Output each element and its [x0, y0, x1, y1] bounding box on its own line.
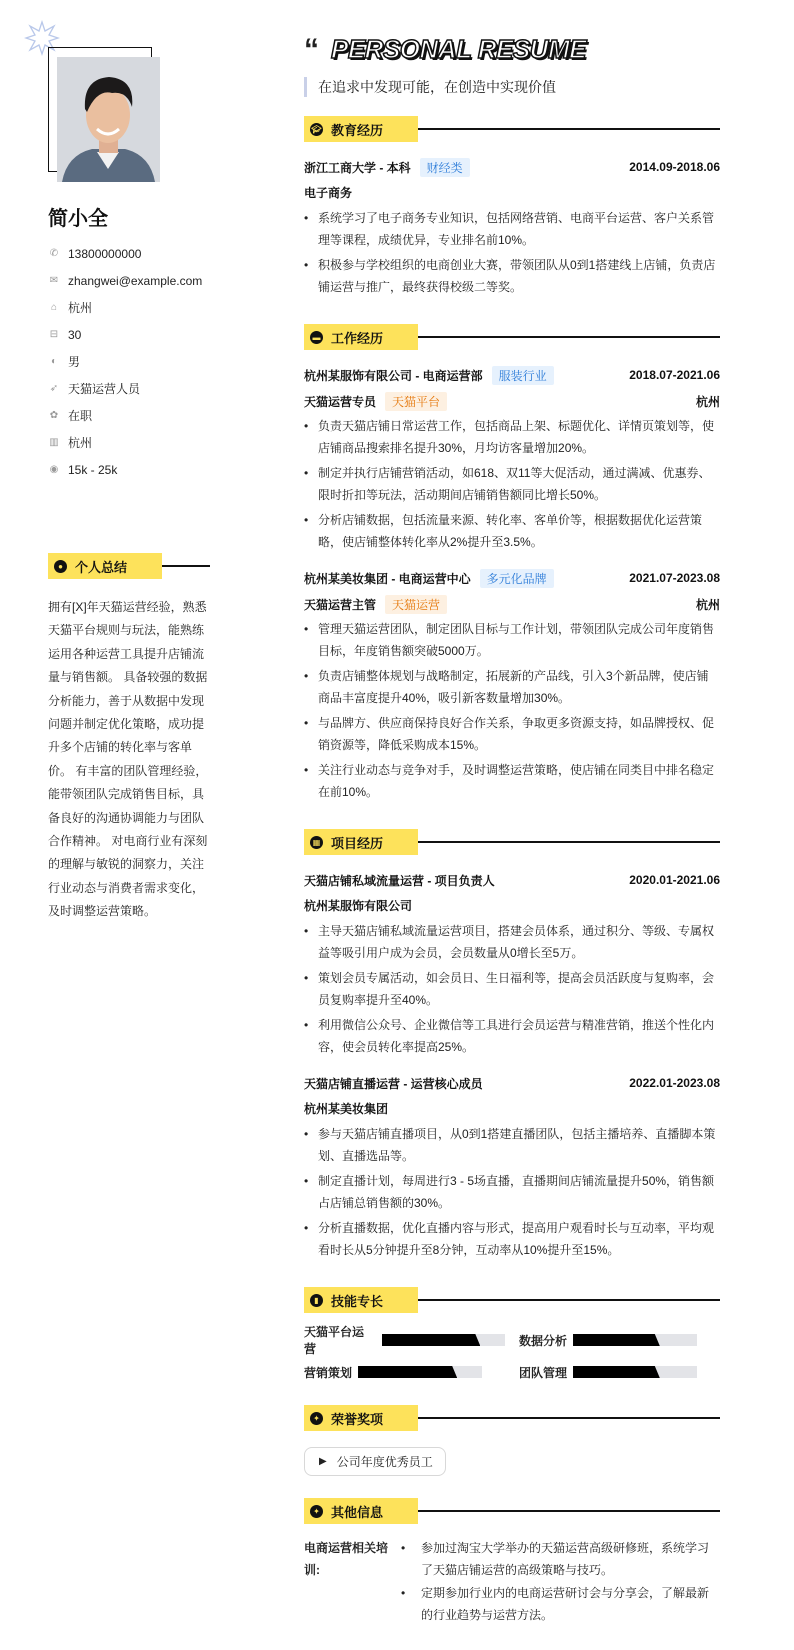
info-icon: ✦	[310, 1505, 323, 1518]
bullet	[304, 1218, 720, 1261]
info-value: 13800000000	[68, 246, 142, 261]
info-value: zhangwei@example.com	[68, 273, 203, 288]
info-value: 30	[68, 327, 82, 342]
project-name: 天猫店铺私域流量运营 - 项目负责人	[304, 873, 495, 888]
major: 电子商务	[304, 186, 353, 200]
info-value: 杭州	[68, 436, 93, 450]
education-entry	[304, 156, 720, 298]
skill-name: 天猫平台运营	[304, 1325, 365, 1356]
work-entry	[304, 364, 720, 553]
date: 2018.07-2021.06	[629, 368, 720, 382]
chart-icon: ▮	[310, 1294, 323, 1307]
bullet-text: 参加过淘宝大学举办的天猫运营高级研修班，系统学习了天猫店铺运营的高级策略与技巧。	[421, 1541, 710, 1577]
skill-item	[519, 1361, 720, 1383]
date: 2020.01-2021.06	[629, 873, 720, 887]
info-salary	[48, 456, 202, 483]
award-text: 公司年度优秀员工	[336, 1455, 433, 1469]
building-icon: ▥	[49, 437, 59, 448]
section-title: 教育经历	[331, 122, 384, 138]
company: 杭州某服饰有限公司 - 电商运营部	[304, 368, 483, 383]
tag: 多元化品牌	[480, 569, 554, 588]
city: 杭州	[695, 394, 720, 409]
bullet-text: 负责天猫店铺日常运营工作，包括商品上架、标题优化、详情页策划等，使店铺商品搜索排名提升30%，月均访客量增加20%。	[318, 419, 715, 455]
section-title: 项目经历	[331, 835, 384, 851]
bullet-dot: •	[401, 1586, 406, 1600]
summary-section	[48, 553, 210, 924]
contact-info-list	[48, 240, 202, 483]
bullet	[304, 208, 720, 251]
skill-bar	[382, 1334, 505, 1346]
bullet-dot: •	[304, 1174, 309, 1188]
divider	[418, 1417, 720, 1419]
info-value: 在职	[68, 409, 93, 423]
graduation-cap-icon: 🎓︎	[311, 124, 322, 134]
section-header	[304, 116, 720, 142]
bullet-text: 利用微信公众号、企业微信等工具进行会员运营与精准营销，推送个性化内容，使会员转化率提高25%。	[318, 1018, 715, 1054]
bullet	[304, 666, 720, 709]
send-icon: ➶	[49, 383, 59, 394]
bullet	[304, 921, 720, 964]
section-title: 荣誉奖项	[331, 1411, 384, 1427]
bullet	[401, 1583, 720, 1626]
bullet	[304, 1124, 720, 1167]
info-value: 15k - 25k	[68, 462, 118, 477]
date: 2021.07-2023.08	[629, 571, 720, 585]
bullet-dot: •	[304, 1221, 309, 1235]
bullet-dot: •	[304, 258, 309, 272]
other-label: 电商运营相关培训:	[304, 1541, 389, 1577]
section-title: 工作经历	[331, 330, 384, 346]
tag: 天猫平台	[385, 392, 447, 411]
user-icon: ●	[54, 560, 67, 573]
bullet-dot: •	[304, 419, 309, 433]
salary-icon: ◉	[49, 464, 59, 475]
quote-icon: “	[304, 32, 319, 66]
play-icon: ▶	[319, 1456, 327, 1467]
bullet-dot: •	[304, 971, 309, 985]
company: 杭州某美妆集团 - 电商运营中心	[304, 571, 471, 586]
project-entry	[304, 869, 720, 1058]
resume-title	[304, 34, 586, 65]
bullet	[304, 619, 720, 662]
project-name: 天猫店铺直播运营 - 运营核心成员	[304, 1076, 483, 1091]
bullet-text: 分析直播数据，优化直播内容与形式，提高用户观看时长与互动率，平均观看时长从5分钟提升至8分钟，互动率从10%提升至15%。	[318, 1221, 715, 1257]
info-phone	[48, 240, 202, 267]
bullet-text: 制定直播计划，每周进行3 - 5场直播，直播期间店铺流量提升50%，销售额占店铺总销售额的30%。	[318, 1174, 715, 1210]
phone-icon: ✆	[49, 248, 59, 259]
honors-section	[304, 1405, 720, 1476]
bullet-text: 制定并执行店铺营销活动，如618、双11等大促活动，通过满减、优惠券、限时折扣等玩法，活动期间店铺销售额同比增长50%。	[318, 466, 711, 502]
motto: 在追求中发现可能，在创造中实现价值	[304, 77, 556, 97]
skill-item	[519, 1329, 720, 1351]
organization: 杭州某服饰有限公司	[304, 899, 413, 913]
info-city	[48, 429, 202, 456]
divider	[418, 1299, 720, 1301]
skill-bar-fill	[358, 1366, 457, 1378]
section-header	[304, 1498, 720, 1524]
city: 杭州	[695, 597, 720, 612]
avatar	[57, 57, 160, 182]
skill-item	[304, 1325, 505, 1356]
bullet	[304, 968, 720, 1011]
bullet-text: 关注行业动态与竞争对手，及时调整运营策略，使店铺在同类目中排名稳定在前10%。	[318, 763, 715, 799]
status-icon: ✿	[49, 410, 59, 421]
bullet	[304, 463, 720, 506]
summary-text: 拥有[X]年天猫运营经验，熟悉天猫平台规则与玩法，能熟练运用各种运营工具提升店铺流量与销售额。 具备较强的数据分析能力，善于从数据中发现问题并制定优化策略，成功提升多个店铺的转化率与客单价。 有丰富的团队管理经验，能带领团队完成销售目标，具备良好的沟通协调能力与团队合作精神。 对电商行业有深刻的理解与敏锐的洞察力，关注行业动态与消费者需求变化，及时调整运营策略。	[48, 600, 208, 919]
section-header	[304, 1405, 720, 1431]
tag: 天猫运营	[385, 595, 447, 614]
bullet-dot: •	[304, 466, 309, 480]
skill-bar-fill	[573, 1334, 660, 1346]
info-value: 男	[68, 355, 81, 369]
title-text: PERSONAL RESUME	[331, 34, 586, 64]
bullet-dot: •	[304, 1018, 309, 1032]
project-entry	[304, 1072, 720, 1261]
briefcase-icon: ▬	[310, 331, 323, 344]
bullet-text: 与品牌方、供应商保持良好合作关系，争取更多资源支持，如品牌授权、促销资源等，降低采购成本15%。	[318, 716, 715, 752]
section-header	[304, 829, 720, 855]
gender-icon: ◐	[50, 356, 58, 367]
award-item	[304, 1447, 446, 1476]
skill-bar-fill	[573, 1366, 660, 1378]
cake-icon: ⊟	[49, 329, 59, 340]
section-title: 个人总结	[75, 559, 128, 575]
bullet-dot: •	[401, 1541, 406, 1555]
date: 2022.01-2023.08	[629, 1076, 720, 1090]
info-value: 杭州	[68, 301, 93, 315]
grid-icon: ▦	[310, 836, 323, 849]
bullet	[304, 1015, 720, 1058]
work-section	[304, 324, 720, 803]
skills-section	[304, 1287, 720, 1383]
work-entry	[304, 567, 720, 803]
bullet-text: 主导天猫店铺私域流量运营项目，搭建会员体系，通过积分、等级、专属权益等吸引用户成为会员，会员数量从0增长至5万。	[318, 924, 715, 960]
bullet-text: 积极参与学校组织的电商创业大赛，带领团队从0到1搭建线上店铺，负责店铺运营与推广，最终获得校级二等奖。	[318, 258, 716, 294]
bullet-dot: •	[304, 763, 309, 777]
bullet	[304, 713, 720, 756]
bullet	[304, 1171, 720, 1214]
section-header	[304, 324, 720, 350]
school-name: 浙江工商大学 - 本科	[304, 160, 411, 175]
other-section	[304, 1498, 720, 1628]
section-title: 其他信息	[331, 1504, 384, 1520]
bullet-dot: •	[304, 1127, 309, 1141]
date: 2014.09-2018.06	[629, 160, 720, 174]
bullet	[304, 510, 720, 553]
bullet	[304, 760, 720, 803]
bullet-text: 管理天猫运营团队，制定团队目标与工作计划，带领团队完成公司年度销售目标，年度销售额突破5000万。	[318, 622, 715, 658]
bullet-dot: •	[304, 622, 309, 636]
info-location	[48, 294, 202, 321]
info-position	[48, 375, 202, 402]
projects-section	[304, 829, 720, 1261]
info-gender	[48, 348, 202, 375]
bullet-text: 定期参加行业内的电商运营研讨会与分享会，了解最新的行业趋势与运营方法。	[421, 1586, 710, 1622]
tag: 财经类	[420, 158, 470, 177]
divider	[418, 1510, 720, 1512]
divider	[418, 128, 720, 130]
bullet-dot: •	[304, 513, 309, 527]
section-title: 技能专长	[331, 1293, 384, 1309]
organization: 杭州某美妆集团	[304, 1102, 389, 1116]
divider	[418, 841, 720, 843]
bullet-dot: •	[304, 211, 309, 225]
divider	[418, 336, 720, 338]
bullet	[401, 1538, 720, 1581]
other-info-row	[304, 1538, 720, 1628]
info-value: 天猫运营人员	[68, 382, 141, 396]
bullet	[304, 416, 720, 459]
bullet-dot: •	[304, 924, 309, 938]
skill-name: 数据分析	[519, 1333, 568, 1348]
info-age	[48, 321, 202, 348]
info-email	[48, 267, 202, 294]
bullet-text: 分析店铺数据，包括流量来源、转化率、客单价等，根据数据优化运营策略，使店铺整体转化率从2%提升至3.5%。	[318, 513, 703, 549]
skill-bar-fill	[382, 1334, 481, 1346]
award-icon: ✦	[310, 1412, 323, 1425]
home-icon: ⌂	[50, 302, 58, 313]
role: 天猫运营主管	[304, 597, 377, 612]
tag: 服装行业	[492, 366, 554, 385]
divider	[162, 565, 210, 567]
bullet-dot: •	[304, 716, 309, 730]
candidate-name: 简小全	[48, 208, 108, 230]
skill-name: 团队管理	[519, 1365, 568, 1380]
section-header	[304, 1287, 720, 1313]
education-section	[304, 116, 720, 298]
skill-name: 营销策划	[304, 1365, 353, 1380]
skill-bar	[573, 1334, 697, 1346]
section-header	[48, 553, 210, 579]
bullet-dot: •	[304, 669, 309, 683]
skill-item	[304, 1361, 505, 1383]
role: 天猫运营专员	[304, 394, 377, 409]
mail-icon: ✉	[49, 275, 59, 286]
skill-bar	[573, 1366, 697, 1378]
info-status	[48, 402, 202, 429]
bullet	[304, 255, 720, 298]
bullet-text: 策划会员专属活动，如会员日、生日福利等，提高会员活跃度与复购率，会员复购率提升至40%。	[318, 971, 715, 1007]
bullet-text: 系统学习了电子商务专业知识，包括网络营销、电商平台运营、客户关系管理等课程，成绩优异，专业排名前10%。	[318, 211, 715, 247]
bullet-text: 负责店铺整体规划与战略制定，拓展新的产品线，引入3个新品牌，使店铺商品丰富度提升40%，吸引新客数量增加30%。	[318, 669, 709, 705]
bullet-text: 参与天猫店铺直播项目，从0到1搭建直播团队，包括主播培养、直播脚本策划、直播选品等。	[318, 1127, 716, 1163]
skill-bar	[358, 1366, 482, 1378]
